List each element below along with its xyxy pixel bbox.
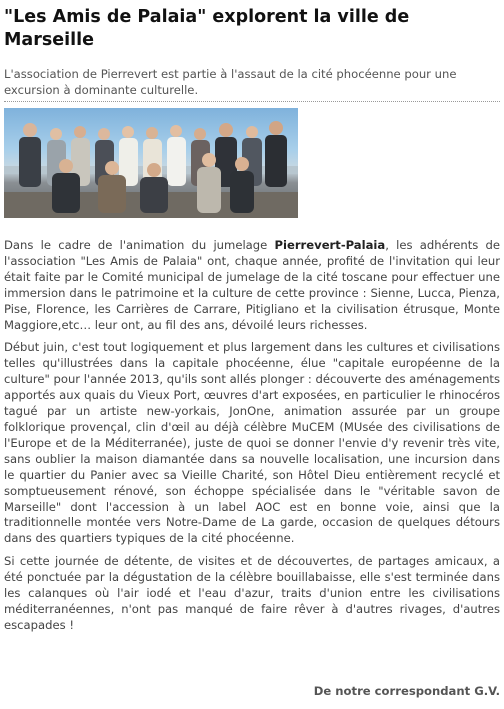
paragraph-2: Début juin, c'est tout logiquement et plus largement dans les cultures et civilisations telles qu'illustrées dans la capitale phocéenne, élue "capitale européenne de la culture" pour l'année 2013, qu'ils sont allés plonger : découverte des aménagements apportés aux quais du Vieux Port, œuvres d'art exposées, en particulier le rhinocéros tagué par un artiste new-yorkais, JonOne, animation assurée par un groupe folklorique provençal, clin d'œil au déjà célèbre MuCEM (MUsée des civilisations de l'Europe et de la Méditerranée), juste de quoi se donner l'envie d'y revenir très vite, sans oublier la maison diamantée dans sa nouvelle localisation, une incursion dans le quartier du Panier avec sa Vieille Charité, son Hôtel Dieu entièrement recyclé et somptueusement rénové, son échoppe spécialisée dans le "véritable savon de Marseille" dont l'accession à un label AOC est en bonne voie, ainsi que la traditionnelle montée vers Notre-Dame de La garde, occasion de quelques détours dans des quartiers typiques de la cité phocéenne. bbox=[4, 340, 501, 546]
article-lead: L'association de Pierrevert est partie à l'assaut de la cité phocéenne pour une excursion à dominante culturelle. bbox=[4, 67, 457, 97]
article-body bbox=[4, 238, 500, 634]
twinning-name: Pierrevert-Palaia bbox=[274, 238, 386, 252]
group-photo-icon bbox=[4, 108, 298, 218]
paragraph-1-start: Dans le cadre de l'animation du jumelage bbox=[4, 238, 275, 252]
article-title: "Les Amis de Palaia" explorent la ville de Marseille bbox=[4, 7, 410, 50]
paragraph-1-end: , les adhérents de l'association "Les Amis de Palaia" ont, chaque année, profité de l'invitation qui leur était faite par le Comité municipal de jumelage de la cité toscane pour effectuer une immersion dans le patrimoine et la culture de cette province : Sienne, Lucca, Pienza, Pise, Florence, les Carrières de Carrare, Pitigliano et la civilisation étrusque, Monte Maggiore,etc… leur ont, au fil des ans, dévoilé leurs richesses. bbox=[4, 238, 500, 332]
paragraph-1 bbox=[4, 238, 500, 333]
paragraph-3: Si cette journée de détente, de visites et de découvertes, de partages amicaux, a été ponctuée par la dégustation de la célèbre bouillabaisse, elle s'est terminée dans les calanques où l'air iodé et l'eau d'azur, traits d'union entre les civilisations méditerranéennes, n'ont pas manqué de faire rêver à d'autres rivages, d'autres escapades ! bbox=[4, 554, 500, 632]
author-signature: De notre correspondant G.V. bbox=[313, 684, 500, 698]
group-photo bbox=[4, 108, 298, 218]
lead-separator bbox=[4, 101, 500, 102]
